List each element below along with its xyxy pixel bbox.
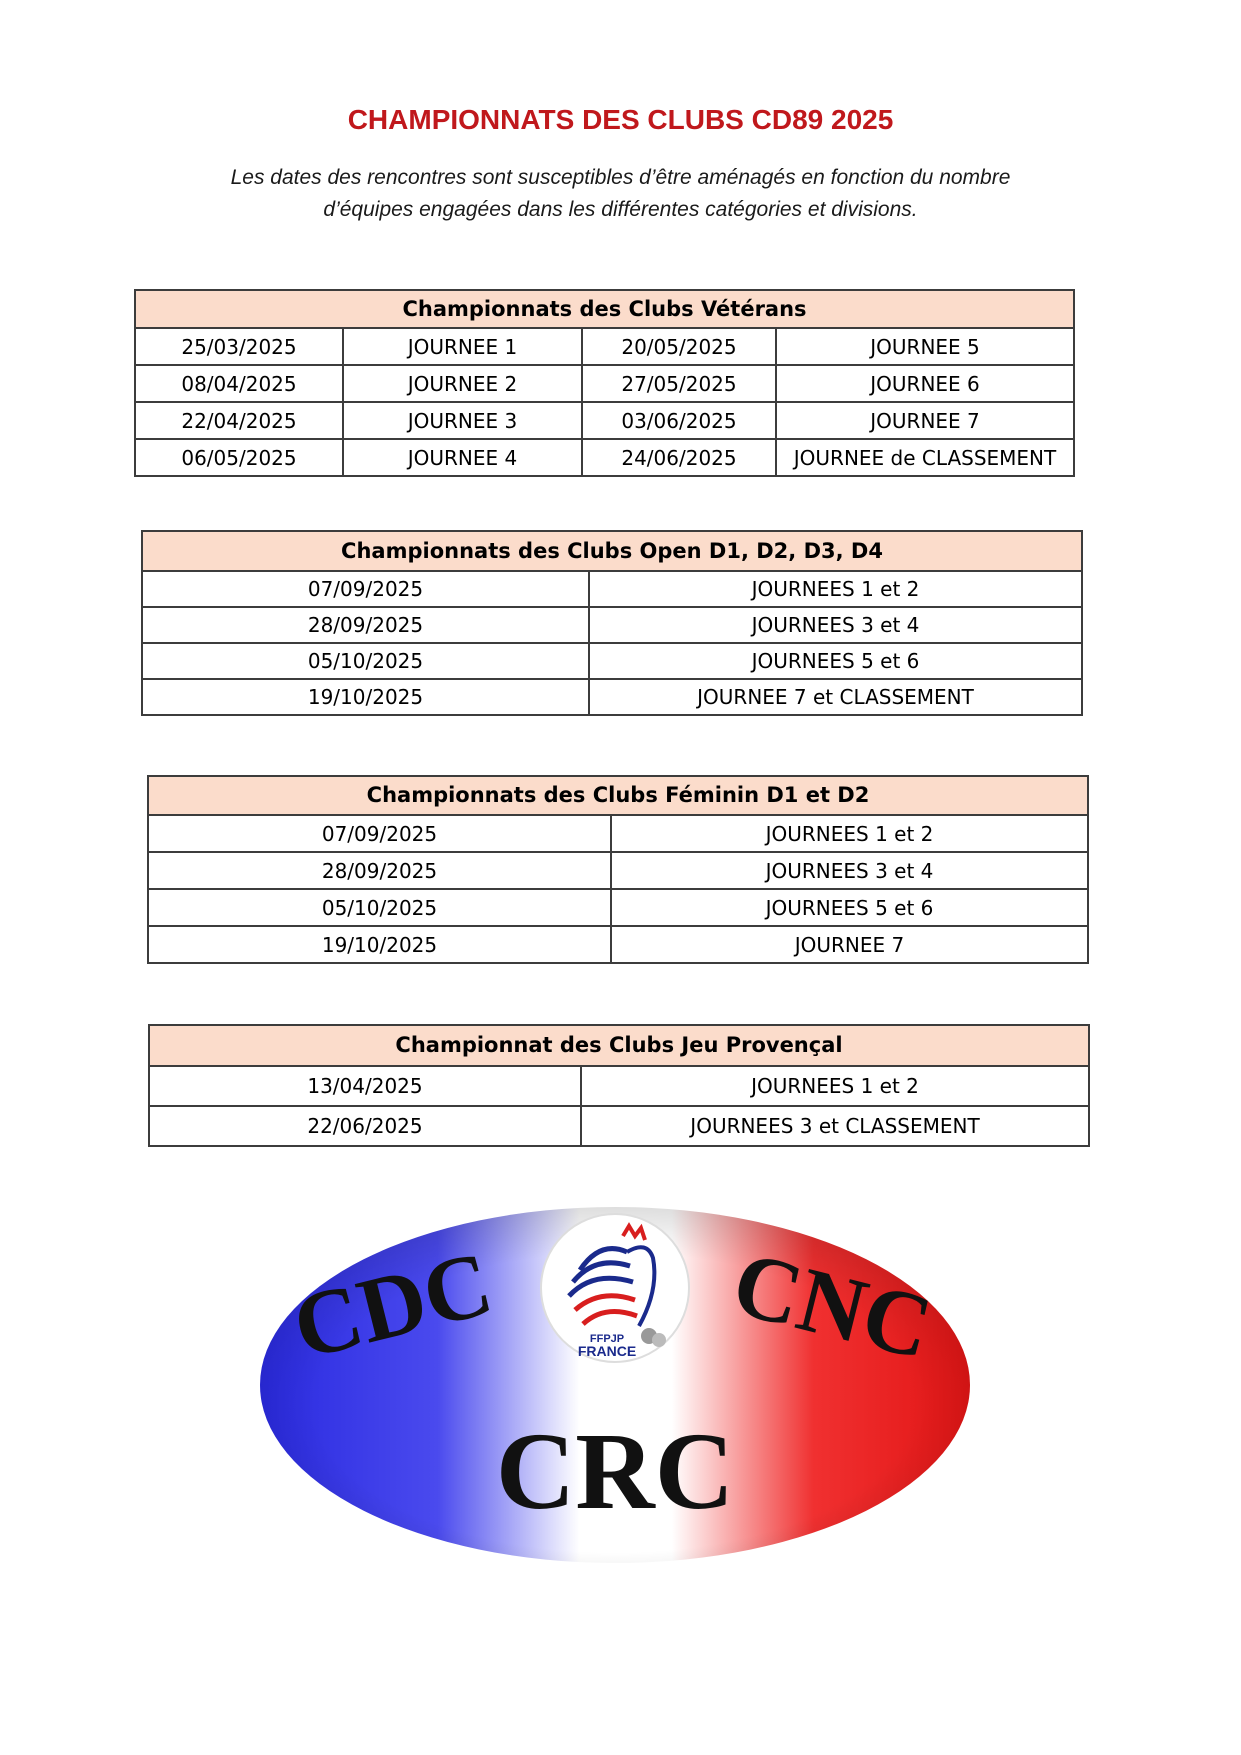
day-cell: JOURNEE 2 xyxy=(343,365,582,402)
page-title: CHAMPIONNATS DES CLUBS CD89 2025 xyxy=(347,104,894,135)
day-cell: JOURNEE 7 et CLASSEMENT xyxy=(589,679,1082,715)
date-cell: 25/03/2025 xyxy=(135,328,343,365)
date-cell: 13/04/2025 xyxy=(149,1066,581,1106)
day-cell: JOURNEE 7 xyxy=(611,926,1088,963)
table-row xyxy=(135,365,1074,402)
table-row xyxy=(149,1106,1089,1146)
day-cell: JOURNEES 5 et 6 xyxy=(611,889,1088,926)
day-cell: JOURNEES 3 et 4 xyxy=(589,607,1082,643)
day-cell: JOURNEES 5 et 6 xyxy=(589,643,1082,679)
provencal-table xyxy=(148,1024,1090,1147)
feminin-heading: Championnats des Clubs Féminin D1 et D2 xyxy=(148,776,1088,815)
subtitle-line-2: d’équipes engagées dans les différentes catégories et divisions. xyxy=(323,198,918,221)
date-cell: 08/04/2025 xyxy=(135,365,343,402)
day-cell: JOURNEE 7 xyxy=(776,402,1074,439)
day-cell: JOURNEE 6 xyxy=(776,365,1074,402)
date-cell: 06/05/2025 xyxy=(135,439,343,476)
day-cell: JOURNEE 3 xyxy=(343,402,582,439)
table-row xyxy=(135,402,1074,439)
open-heading: Championnats des Clubs Open D1, D2, D3, D4 xyxy=(142,531,1082,571)
table-row xyxy=(135,328,1074,365)
table-row xyxy=(142,679,1082,715)
date-cell: 05/10/2025 xyxy=(148,889,611,926)
logo-cnc-text: CNC xyxy=(723,1231,942,1379)
day-cell: JOURNEES 1 et 2 xyxy=(589,571,1082,607)
provencal-heading: Championnat des Clubs Jeu Provençal xyxy=(149,1025,1089,1066)
badge-ffpjp-text: FFPJP xyxy=(589,1333,625,1345)
veterans-table xyxy=(134,289,1075,477)
day-cell: JOURNEE de CLASSEMENT xyxy=(776,439,1074,476)
day-cell: JOURNEE 5 xyxy=(776,328,1074,365)
date-cell: 07/09/2025 xyxy=(142,571,589,607)
logo-crc-text: CRC xyxy=(495,1410,735,1532)
table-row xyxy=(148,889,1088,926)
day-cell: JOURNEES 3 et 4 xyxy=(611,852,1088,889)
table-row xyxy=(142,643,1082,679)
date-cell: 03/06/2025 xyxy=(582,402,776,439)
date-cell: 28/09/2025 xyxy=(148,852,611,889)
logo-cdc-text: CDC xyxy=(283,1231,502,1379)
ffpjp-badge xyxy=(541,1214,689,1362)
veterans-heading: Championnats des Clubs Vétérans xyxy=(135,290,1074,328)
table-row xyxy=(148,926,1088,963)
day-cell: JOURNEE 1 xyxy=(343,328,582,365)
date-cell: 28/09/2025 xyxy=(142,607,589,643)
date-cell: 20/05/2025 xyxy=(582,328,776,365)
cdc-cnc-crc-logo xyxy=(255,1200,975,1570)
date-cell: 24/06/2025 xyxy=(582,439,776,476)
date-cell: 05/10/2025 xyxy=(142,643,589,679)
day-cell: JOURNEES 3 et CLASSEMENT xyxy=(581,1106,1089,1146)
feminin-table xyxy=(147,775,1089,964)
table-row xyxy=(142,607,1082,643)
subtitle-line-1: Les dates des rencontres sont susceptibles d’être aménagés en fonction du nombre xyxy=(230,166,1011,189)
date-cell: 22/06/2025 xyxy=(149,1106,581,1146)
day-cell: JOURNEES 1 et 2 xyxy=(611,815,1088,852)
table-row xyxy=(135,439,1074,476)
day-cell: JOURNEES 1 et 2 xyxy=(581,1066,1089,1106)
table-row xyxy=(148,815,1088,852)
badge-france-text: FRANCE xyxy=(577,1343,637,1359)
table-row xyxy=(149,1066,1089,1106)
table-row xyxy=(148,852,1088,889)
table-row xyxy=(142,571,1082,607)
date-cell: 27/05/2025 xyxy=(582,365,776,402)
date-cell: 19/10/2025 xyxy=(142,679,589,715)
open-table xyxy=(141,530,1083,716)
date-cell: 07/09/2025 xyxy=(148,815,611,852)
date-cell: 22/04/2025 xyxy=(135,402,343,439)
date-cell: 19/10/2025 xyxy=(148,926,611,963)
day-cell: JOURNEE 4 xyxy=(343,439,582,476)
